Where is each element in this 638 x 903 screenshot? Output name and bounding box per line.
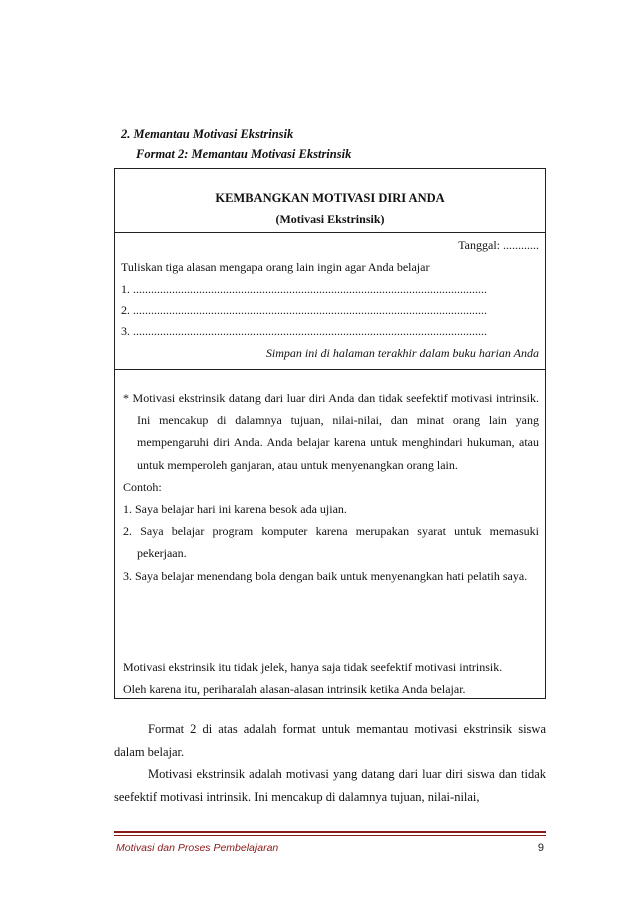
worksheet-divider xyxy=(115,369,545,370)
worksheet-divider xyxy=(115,232,545,233)
answer-line: 1. ...................................................................................................................... xyxy=(121,282,487,296)
worksheet-prompt: Tuliskan tiga alasan mengapa orang lain ingin agar Anda belajar xyxy=(121,260,430,274)
summary-line: Oleh karena itu, periharalah alasan-alasan intrinsik ketika Anda belajar. xyxy=(123,682,466,696)
summary-line: Motivasi ekstrinsik itu tidak jelek, hanya saja tidak seefektif motivasi intrinsik. xyxy=(123,660,503,674)
date-line: Tanggal: ............ xyxy=(458,238,539,252)
body-paragraph: Motivasi ekstrinsik adalah motivasi yang datang dari luar diri siswa dan tidak seefektif motivasi intrinsik. Ini mencakup di dalamnya tujuan, nilai-nilai, xyxy=(114,767,546,804)
note-block xyxy=(123,387,539,587)
example-label: Contoh: xyxy=(123,479,162,494)
note-paragraph: * Motivasi ekstrinsik datang dari luar diri Anda dan tidak seefektif motivasi intrinsik. Ini mencakup di dalamnya tujuan, nilai-nilai, dan minat orang lain yang mempengaruhi diri Anda. Anda belajar karena untuk menghindari hukuman, atau untuk memperoleh ganjaran, atau untuk menyenangkan orang lain. xyxy=(123,391,539,472)
example-item: 1. Saya belajar hari ini karena besok ada ujian. xyxy=(123,502,347,517)
worksheet-subtitle: (Motivasi Ekstrinsik) xyxy=(275,212,385,226)
section-subheading: Format 2: Memantau Motivasi Ekstrinsik xyxy=(136,147,352,161)
body-paragraph: Format 2 di atas adalah format untuk memantau motivasi ekstrinsik siswa dalam belajar. xyxy=(114,722,546,759)
page-number: 9 xyxy=(537,842,544,854)
worksheet-title: KEMBANGKAN MOTIVASI DIRI ANDA xyxy=(215,191,445,205)
example-item: 3. Saya belajar menendang bola dengan baik untuk menyenangkan hati pelatih saya. xyxy=(123,568,528,583)
answer-line: 2. ...................................................................................................................... xyxy=(121,303,487,317)
footer-rule xyxy=(114,835,546,836)
save-note: Simpan ini di halaman terakhir dalam buku harian Anda xyxy=(265,346,539,360)
example-item: 2. Saya belajar program komputer karena merupakan syarat untuk memasuki pekerjaan. xyxy=(123,524,539,561)
section-heading: 2. Memantau Motivasi Ekstrinsik xyxy=(121,127,294,141)
answer-line: 3. ...................................................................................................................... xyxy=(121,324,487,338)
footer-rule xyxy=(114,831,546,833)
footer-title: Motivasi dan Proses Pembelajaran xyxy=(116,842,279,854)
body-text xyxy=(114,718,546,808)
summary-block xyxy=(123,656,539,700)
worksheet-box xyxy=(114,168,546,699)
